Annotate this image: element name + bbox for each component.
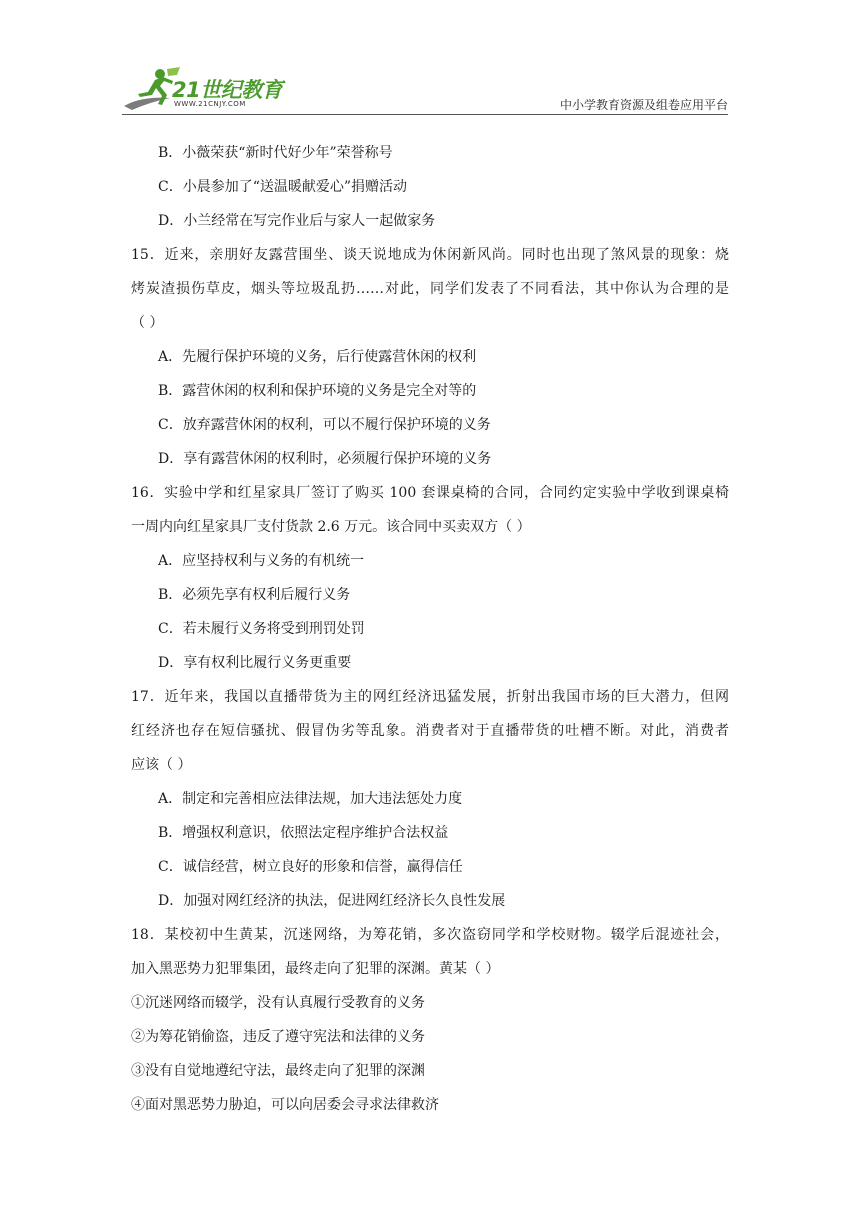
answer-option: D．加强对网红经济的执法，促进网红经济长久良性发展 [158, 893, 506, 909]
logo-text: 21世纪教育 [172, 78, 283, 102]
answer-option: A．先履行保护环境的义务，后行使露营休闲的权利 [158, 349, 477, 365]
platform-name: 中小学教育资源及组卷应用平台 [559, 98, 728, 112]
question-text-line: ③没有自觉地遵纪守法，最终走向了犯罪的深渊 [131, 1063, 425, 1079]
answer-option: C．小晨参加了“送温暖献爱心”捐赠活动 [158, 179, 408, 195]
answer-option: C．若未履行义务将受到刑罚处罚 [158, 621, 365, 637]
question-text-line: （ ） [131, 315, 164, 331]
header-divider [122, 114, 728, 115]
answer-option: D．享有权利比履行义务更重要 [158, 655, 352, 671]
answer-option: A．应坚持权利与义务的有机统一 [158, 553, 365, 569]
logo-url: WWW.21CNJY.COM [174, 100, 246, 108]
question-text-line: ④面对黑恶势力胁迫，可以向居委会寻求法律救济 [131, 1097, 439, 1113]
question-text-line: 应该（ ） [131, 757, 192, 773]
question-text-line: 16．实验中学和红星家具厂签订了购买 100 套课桌椅的合同，合同约定实验中学收到课桌椅 [131, 485, 729, 501]
answer-option: B．必须先享有权利后履行义务 [158, 587, 351, 603]
question-text-line: 17．近年来，我国以直播带货为主的网红经济迅猛发展，折射出我国市场的巨大潜力，但网 [131, 689, 729, 705]
answer-option: B．小薇荣获“新时代好少年”荣誉称号 [158, 145, 393, 161]
answer-option: B．增强权利意识，依照法定程序维护合法权益 [158, 825, 449, 841]
question-text-line: 加入黑恶势力犯罪集团，最终走向了犯罪的深渊。黄某（ ） [131, 961, 500, 977]
question-text-line: 烤炭渣损伤草皮，烟头等垃圾乱扔……对此，同学们发表了不同看法，其中你认为合理的是 [131, 281, 729, 297]
answer-option: B．露营休闲的权利和保护环境的义务是完全对等的 [158, 383, 477, 399]
answer-option: C．诚信经营，树立良好的形象和信誉，赢得信任 [158, 859, 463, 875]
page-header [122, 66, 728, 116]
question-text-line: 15．近来，亲朋好友露营围坐、谈天说地成为休闲新风尚。同时也出现了煞风景的现象：烧 [131, 247, 729, 263]
answer-option: C．放弃露营休闲的权利，可以不履行保护环境的义务 [158, 417, 491, 433]
answer-option: D．享有露营休闲的权利时，必须履行保护环境的义务 [158, 451, 492, 467]
question-text-line: 红经济也存在短信骚扰、假冒伪劣等乱象。消费者对于直播带货的吐槽不断。对此，消费者 [131, 723, 729, 739]
question-text-line: ①沉迷网络而辍学，没有认真履行受教育的义务 [131, 995, 425, 1011]
question-text-line: 18．某校初中生黄某，沉迷网络，为筹花销，多次盗窃同学和学校财物。辍学后混迹社会， [131, 927, 729, 943]
answer-option: A．制定和完善相应法律法规，加大违法惩处力度 [158, 791, 463, 807]
logo [122, 66, 297, 112]
question-content [131, 136, 729, 1122]
question-text-line: ②为筹花销偷盗，违反了遵守宪法和法律的义务 [131, 1029, 425, 1045]
question-text-line: 一周内向红星家具厂支付货款 2.6 万元。该合同中买卖双方（ ） [131, 519, 531, 535]
answer-option: D．小兰经常在写完作业后与家人一起做家务 [158, 213, 436, 229]
